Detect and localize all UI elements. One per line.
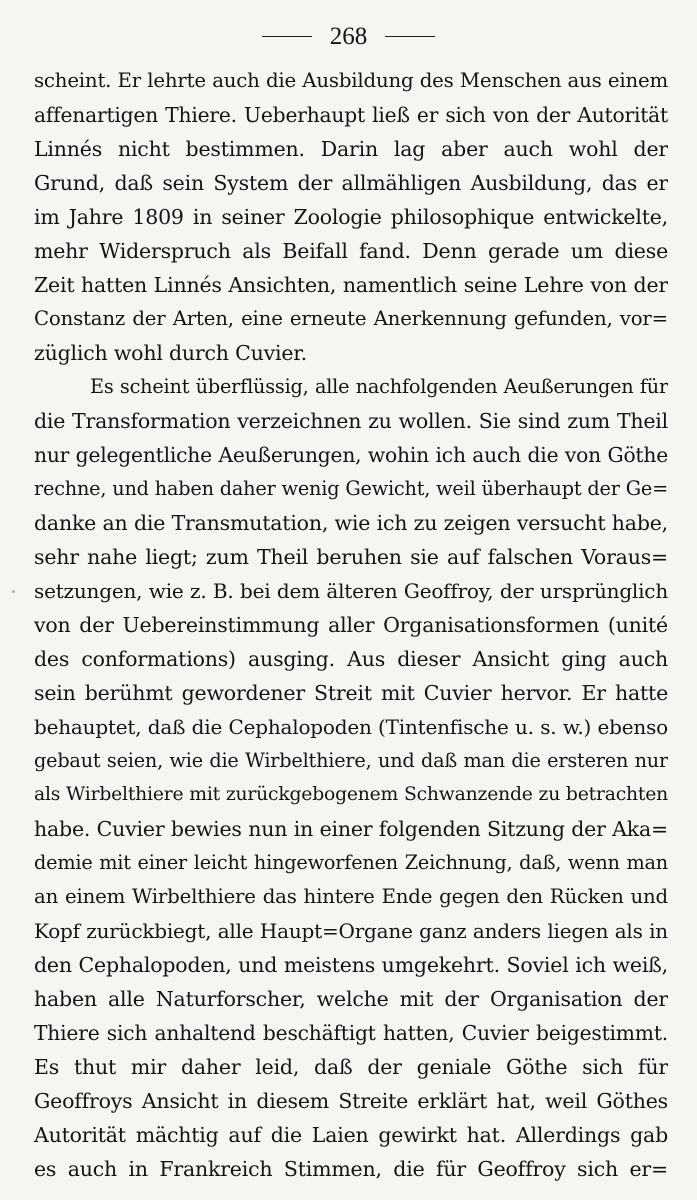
text-line: Geoffroys Ansicht in diesem Streite erklärt hat, weil Göthes <box>34 1089 668 1113</box>
text-line: Grund, daß sein System der allmähligen Ausbildung, das er <box>34 171 668 195</box>
body-text <box>34 64 668 1186</box>
text-line: habe. Cuvier bewies nun in einer folgenden Sitzung der Aka= <box>34 817 668 841</box>
text-line: behauptet, daß die Cephalopoden (Tintenfische u. s. w.) ebenso <box>34 715 668 739</box>
text-line: im Jahre 1809 in seiner Zoologie philosophique entwickelte, <box>34 205 668 229</box>
text-line: es auch in Frankreich Stimmen, die für Geoffroy sich er= <box>34 1157 668 1181</box>
text-line: den Cephalopoden, und meistens umgekehrt. Soviel ich weiß, <box>34 953 668 977</box>
page-speck <box>12 590 15 593</box>
page-header <box>0 16 697 56</box>
text-line: die Transformation verzeichnen zu wollen. Sie sind zum Theil <box>34 409 668 433</box>
text-line: rechne, und haben daher wenig Gewicht, weil überhaupt der Ge= <box>34 477 668 500</box>
text-line: sehr nahe liegt; zum Theil beruhen sie auf falschen Voraus= <box>34 545 668 569</box>
text-line: Kopf zurückbiegt, alle Haupt=Organe ganz anders liegen als in <box>34 919 668 943</box>
paragraph-start-line: Es scheint überflüssig, alle nachfolgenden Aeußerungen für <box>90 375 668 398</box>
text-line: von der Uebereinstimmung aller Organisationsformen (unité <box>34 613 668 637</box>
text-line: Linnés nicht bestimmen. Darin lag aber auch wohl der <box>34 137 668 161</box>
text-line: haben alle Naturforscher, welche mit der Organisation der <box>34 987 668 1011</box>
text-line: des conformations) ausging. Aus dieser Ansicht ging auch <box>34 647 668 671</box>
header-rule-right <box>385 36 435 37</box>
header-rule-left <box>262 36 312 37</box>
text-line: danke an die Transmutation, wie ich zu zeigen versucht habe, <box>34 511 668 535</box>
page-number: 268 <box>329 22 368 50</box>
text-line: gebaut seien, wie die Wirbelthiere, und daß man die ersteren nur <box>34 749 668 772</box>
text-line: Constanz der Arten, eine erneute Anerkennung gefunden, vor= <box>34 307 668 330</box>
text-line: Autorität mächtig auf die Laien gewirkt hat. Allerdings gab <box>34 1123 668 1147</box>
text-line: setzungen, wie z. B. bei dem älteren Geoffroy, der ursprünglich <box>34 579 668 603</box>
text-line: als Wirbelthiere mit zurückgebogenem Schwanzende zu betrachten <box>34 784 668 805</box>
text-line: mehr Widerspruch als Beifall fand. Denn gerade um diese <box>34 239 668 263</box>
paragraph-end-line: züglich wohl durch Cuvier. <box>34 341 307 365</box>
text-line: an einem Wirbelthiere das hintere Ende gegen den Rücken und <box>34 885 668 908</box>
text-line: sein berühmt gewordener Streit mit Cuvier hervor. Er hatte <box>34 681 668 705</box>
text-line: affenartigen Thiere. Ueberhaupt ließ er sich von der Autorität <box>34 103 668 127</box>
text-line: Es thut mir daher leid, daß der geniale Göthe sich für <box>34 1055 668 1079</box>
text-line: nur gelegentliche Aeußerungen, wohin ich auch die von Göthe <box>34 443 668 467</box>
text-line: Zeit hatten Linnés Ansichten, namentlich seine Lehre von der <box>34 273 668 297</box>
text-line: Thiere sich anhaltend beschäftigt hatten, Cuvier beigestimmt. <box>34 1021 668 1045</box>
text-line: scheint. Er lehrte auch die Ausbildung des Menschen aus einem <box>34 69 668 92</box>
text-line: demie mit einer leicht hingeworfenen Zeichnung, daß, wenn man <box>34 851 668 874</box>
